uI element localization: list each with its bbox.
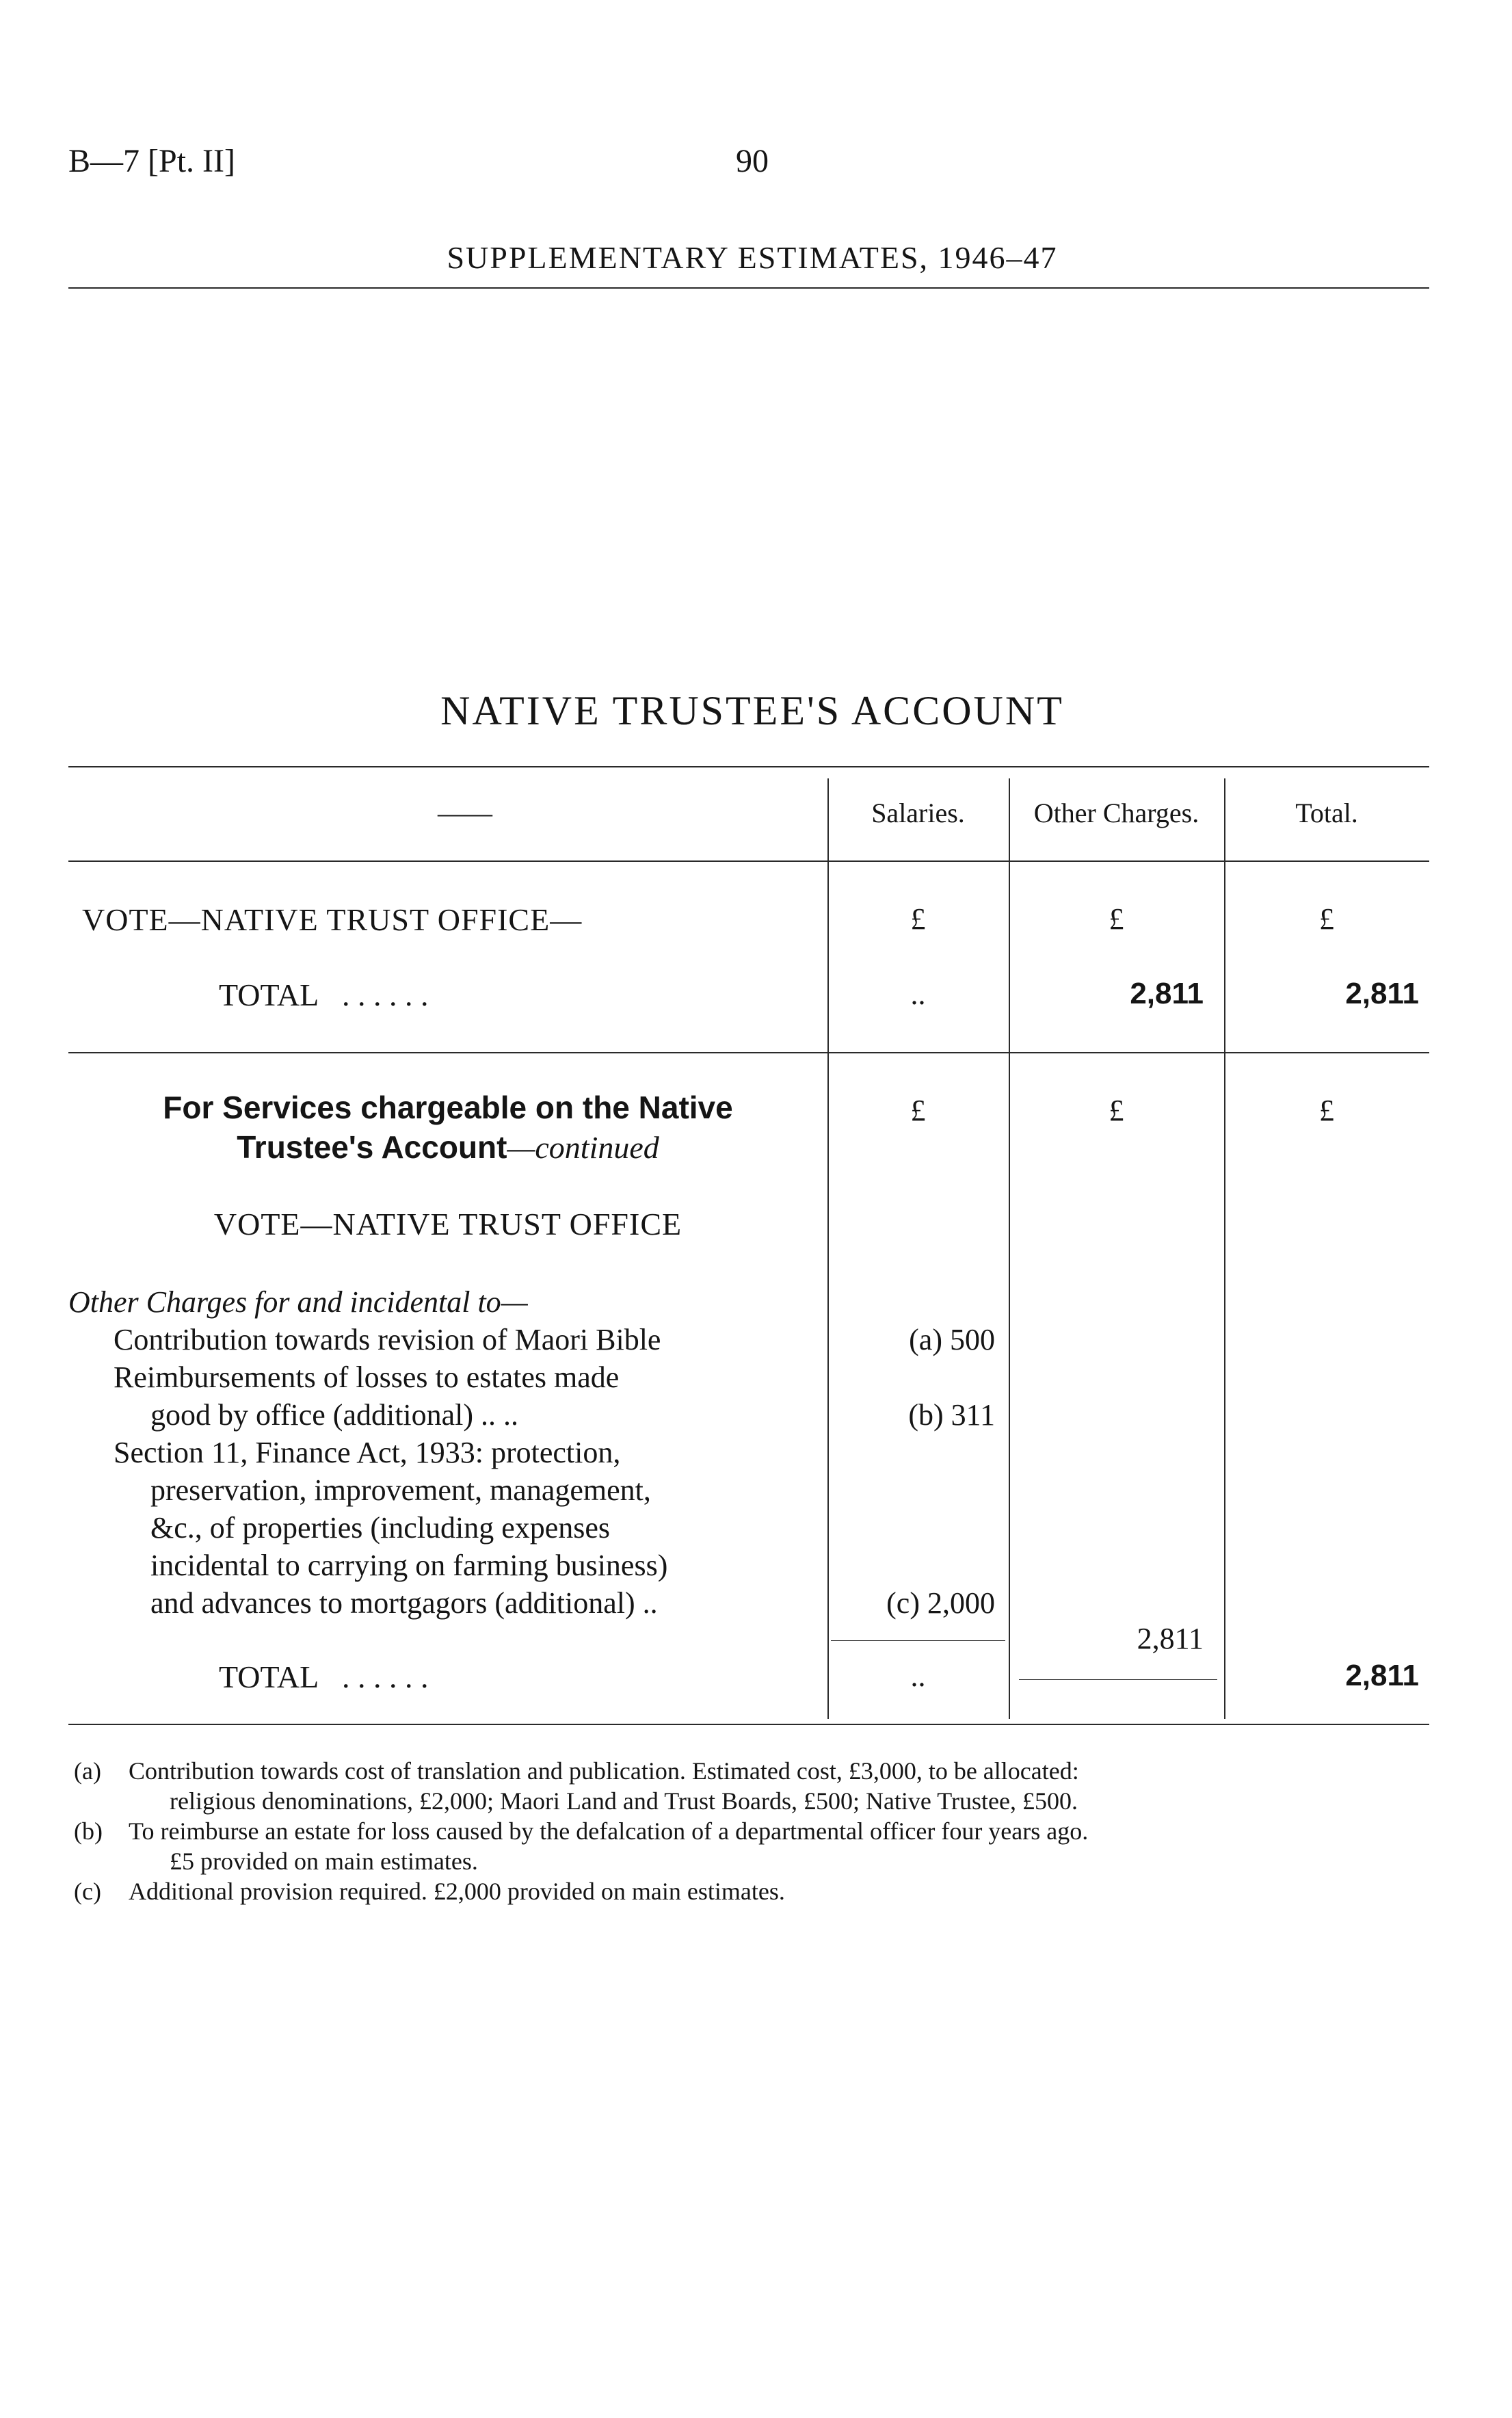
summary-salaries-value: .. xyxy=(910,977,926,1011)
item-section11-salaries: (c) 2,000 xyxy=(886,1586,995,1620)
page-number: 90 xyxy=(736,143,769,179)
summary-total-label: TOTAL xyxy=(219,977,319,1012)
section-title: NATIVE TRUSTEE'S ACCOUNT xyxy=(440,688,1064,733)
item-section11-line5: and advances to mortgagors (additional) .. xyxy=(150,1586,658,1620)
detail-currency-other: £ xyxy=(1109,1094,1124,1127)
item-maori-bible-salaries: (a) 500 xyxy=(909,1323,995,1356)
other-charges-total-rule xyxy=(1019,1679,1217,1680)
item-section11-line3: &c., of properties (including expenses xyxy=(150,1511,611,1545)
summary-total-value: 2,811 xyxy=(1345,977,1419,1010)
header-rule xyxy=(68,287,1429,289)
item-section11-line4: incidental to carrying on farming business) xyxy=(150,1549,668,1582)
running-title: SUPPLEMENTARY ESTIMATES, 1946–47 xyxy=(447,240,1058,275)
detail-subhead: Other Charges for and incidental to— xyxy=(68,1285,528,1319)
detail-total-salaries: .. xyxy=(910,1659,926,1693)
detail-heading-line2 xyxy=(68,1129,827,1166)
detail-total-value: 2,811 xyxy=(1345,1659,1419,1692)
footnote-c-mark: (c) xyxy=(74,1878,101,1905)
summary-vote-label: VOTE—NATIVE TRUST OFFICE— xyxy=(82,902,583,937)
summary-currency-other: £ xyxy=(1109,902,1124,936)
item-reimbursements-line1: Reimbursements of losses to estates made xyxy=(114,1361,620,1394)
item-reimbursements-salaries: (b) 311 xyxy=(908,1398,995,1432)
item-reimbursements-line2: good by office (additional) .. .. xyxy=(150,1398,519,1432)
footnote-b-line2: £5 provided on main estimates. xyxy=(170,1848,478,1875)
summary-other-charges-value: 2,811 xyxy=(1130,977,1204,1010)
detail-vote-label: VOTE—NATIVE TRUST OFFICE xyxy=(213,1207,682,1241)
detail-currency-total: £ xyxy=(1319,1094,1334,1127)
footnote-a-line1: Contribution towards cost of translation and publication. Estimated cost, £3,000, to be allocated: xyxy=(129,1757,1079,1785)
footnote-a-line2: religious denominations, £2,000; Maori Land and Trust Boards, £500; Native Trustee, £500. xyxy=(170,1787,1078,1815)
footnote-b-mark: (b) xyxy=(74,1817,103,1845)
table-bottom-rule xyxy=(68,1724,1429,1725)
salaries-subtotal-rule xyxy=(831,1640,1005,1641)
header-blank-dash: —— xyxy=(438,798,492,828)
item-section11-line1: Section 11, Finance Act, 1933: protection, xyxy=(114,1436,621,1469)
detail-heading-line1: For Services chargeable on the Native xyxy=(163,1090,733,1125)
document-reference: B—7 [Pt. II] xyxy=(68,143,235,179)
column-rule-total xyxy=(1224,778,1225,1719)
detail-currency-salaries: £ xyxy=(910,1094,926,1127)
item-section11-line2: preservation, improvement, management, xyxy=(150,1473,651,1507)
header-salaries: Salaries. xyxy=(871,798,965,828)
table-top-rule xyxy=(68,766,1429,767)
header-other-charges: Other Charges. xyxy=(1033,798,1199,828)
detail-heading-continued: —continued xyxy=(507,1130,659,1165)
footnote-b-line1: To reimburse an estate for loss caused by the defalcation of a departmental officer four years ago. xyxy=(129,1817,1089,1845)
summary-leader-dots: . . . . . . xyxy=(342,977,429,1012)
summary-currency-total: £ xyxy=(1319,902,1334,936)
header-total: Total. xyxy=(1295,798,1358,828)
footnote-c-line1: Additional provision required. £2,000 provided on main estimates. xyxy=(129,1878,785,1905)
detail-leader-dots: . . . . . . xyxy=(342,1659,429,1694)
footnote-a-mark: (a) xyxy=(74,1757,101,1785)
column-rule-other-charges xyxy=(1009,778,1010,1719)
detail-other-charges-subtotal: 2,811 xyxy=(1137,1622,1204,1655)
item-maori-bible-line1: Contribution towards revision of Maori Bible xyxy=(114,1323,661,1356)
detail-heading-account: Trustee's Account xyxy=(237,1129,507,1165)
summary-currency-salaries: £ xyxy=(910,902,926,936)
detail-total-label: TOTAL xyxy=(219,1659,319,1694)
column-rule-salaries xyxy=(827,778,829,1719)
